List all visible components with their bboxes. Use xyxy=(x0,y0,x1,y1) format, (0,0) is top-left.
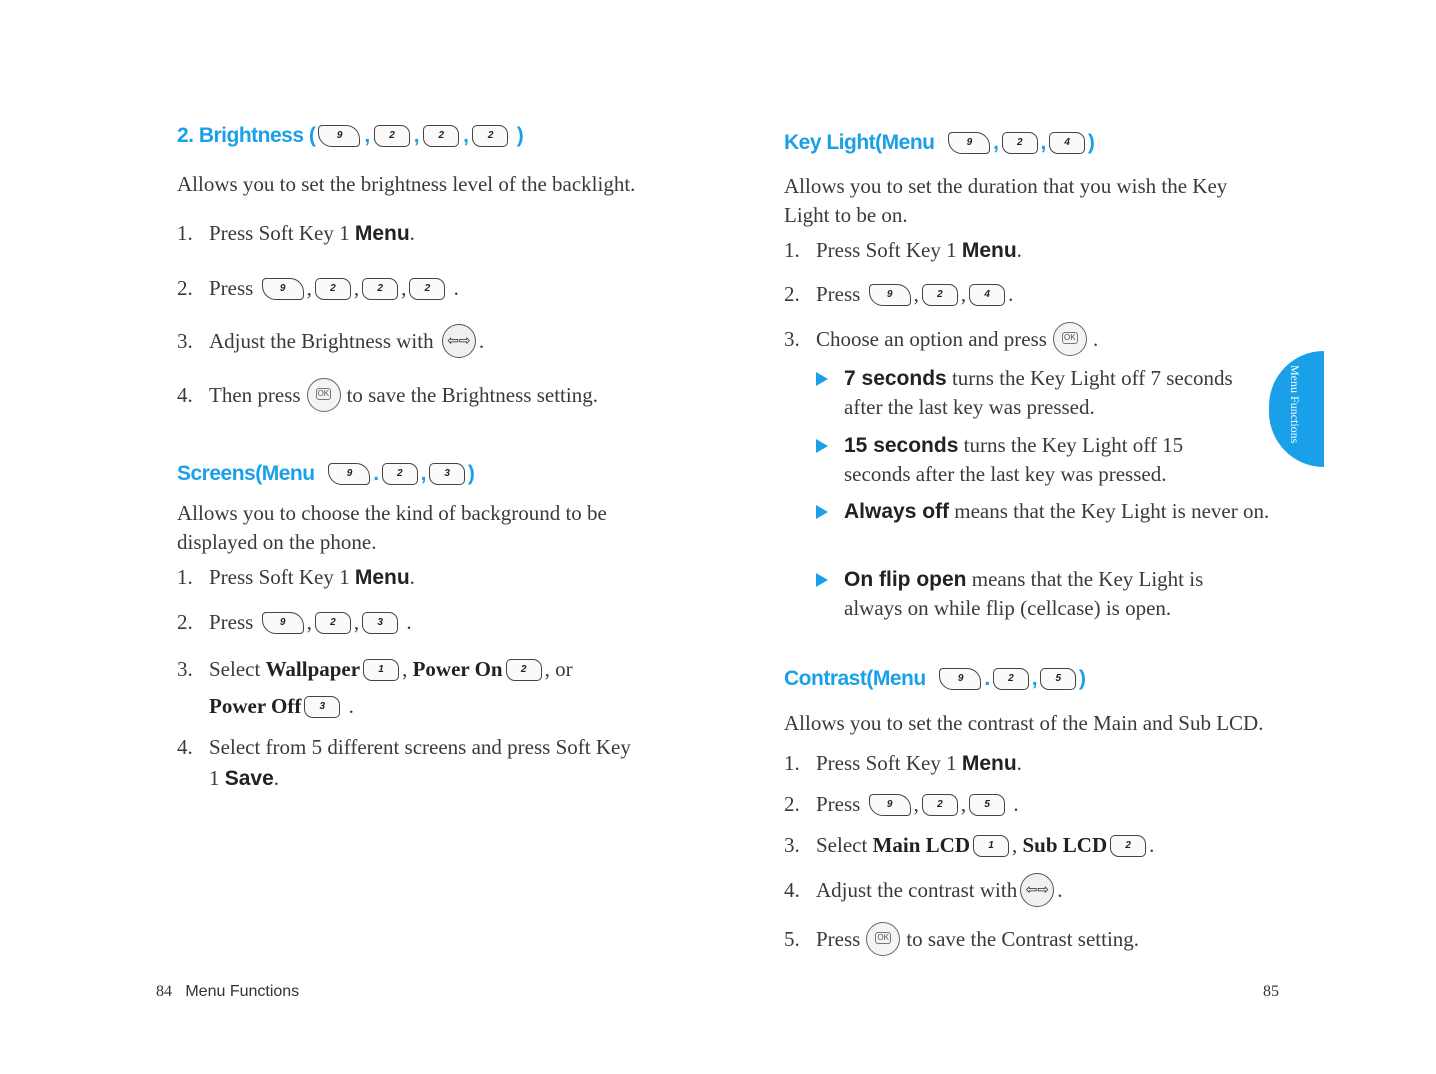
step-text: Press xyxy=(816,792,861,816)
screens-title: Screens(Menu xyxy=(177,462,315,485)
step-text: Press xyxy=(209,610,254,634)
step-text: Press xyxy=(816,282,861,306)
contrast-heading: Contrast(Menu 9 . 2 , 5 ) xyxy=(784,667,1086,690)
key-1-icon: 1 xyxy=(363,659,399,681)
page-number: 84 xyxy=(156,983,172,1000)
option-text: means that the Key Light is never on. xyxy=(954,499,1270,523)
contrast-step-4: 4. Adjust the contrast with ⇦⇨ . xyxy=(784,873,1062,907)
key-9-icon: 9 xyxy=(939,668,981,690)
save-label: Save xyxy=(224,766,274,790)
step-text: Adjust the contrast with xyxy=(816,877,1018,902)
step-text-after: to save the Brightness setting. xyxy=(346,382,598,407)
key-1-icon: 1 xyxy=(973,835,1009,857)
contrast-description: Allows you to set the contrast of the Main and Sub LCD. xyxy=(784,711,1264,735)
key-2-icon: 2 xyxy=(315,278,351,300)
key-2-icon: 2 xyxy=(382,463,418,485)
key-2-icon: 2 xyxy=(315,612,351,634)
screens-heading: Screens(Menu 9 . 2 , 3 ) xyxy=(177,462,475,485)
step-text-after: to save the Contrast setting. xyxy=(906,926,1140,951)
key-9-icon: 9 xyxy=(262,612,304,634)
contrast-step-1: 1. Press Soft Key 1 Menu . xyxy=(784,751,1022,775)
bullet-arrow-icon xyxy=(816,372,828,386)
step-number: 3. xyxy=(784,326,800,351)
key-9-icon: 9 xyxy=(262,278,304,300)
key-2-icon: 2 xyxy=(993,668,1029,690)
option-text: turns the Key Light off 7 seconds after the last key was pressed. xyxy=(844,366,1233,419)
brightness-heading: 2. Brightness ( 9 , 2 , 2 , 2 ) xyxy=(177,124,524,147)
step-number: 5. xyxy=(784,926,800,951)
step-number: 2. xyxy=(177,276,193,300)
step-number: 3. xyxy=(177,657,193,681)
step-number: 1. xyxy=(784,751,800,775)
brightness-step-3: 3. Adjust the Brightness with ⇦⇨ . xyxy=(177,324,484,358)
power-off-label: Power Off xyxy=(209,694,302,718)
step-text: Adjust the Brightness with xyxy=(209,328,434,353)
step-text: Select xyxy=(209,657,261,681)
main-lcd-label: Main LCD xyxy=(872,833,970,857)
step-text: Select from 5 different screens and press Soft Key xyxy=(209,735,631,759)
menu-label: Menu xyxy=(961,751,1017,775)
navigation-key-icon: ⇦⇨ xyxy=(442,324,476,358)
key-3-icon: 3 xyxy=(362,612,398,634)
power-on-label: Power On xyxy=(412,657,503,681)
key-9-icon: 9 xyxy=(869,284,911,306)
screens-step-4-cont: 1 Save . xyxy=(209,766,280,790)
key-2-icon: 2 xyxy=(1002,132,1038,154)
key-4-icon: 4 xyxy=(1049,132,1085,154)
key-3-icon: 3 xyxy=(429,463,465,485)
contrast-step-3: 3. Select Main LCD 1 , Sub LCD 2 . xyxy=(784,833,1155,857)
contrast-title: Contrast(Menu xyxy=(784,667,926,690)
option-label: 7 seconds xyxy=(844,367,947,390)
step-text: Press xyxy=(209,276,254,300)
key-2-icon: 2 xyxy=(362,278,398,300)
step-number: 2. xyxy=(784,792,800,816)
key-2-icon: 2 xyxy=(409,278,445,300)
step-text: Select xyxy=(816,833,868,857)
step-number: 1. xyxy=(177,565,193,589)
side-tab-label: Menu Functions xyxy=(1288,365,1302,444)
key-2-icon: 2 xyxy=(423,125,459,147)
screens-step-1: 1. Press Soft Key 1 Menu . xyxy=(177,565,415,589)
brightness-step-2: 2. Press 9 , 2 , 2 , 2 . xyxy=(177,276,459,300)
key-5-icon: 5 xyxy=(969,794,1005,816)
footer-section: Menu Functions xyxy=(185,983,300,1000)
step-text: Press Soft Key 1 xyxy=(209,565,350,589)
page-number: 85 xyxy=(1263,983,1279,1000)
key-2-icon: 2 xyxy=(374,125,410,147)
step-number: 2. xyxy=(784,282,800,306)
option-text: means that the Key Light is always on while flip (cellcase) is open. xyxy=(844,567,1204,620)
keylight-description: Allows you to set the duration that you wish the Key Light to be on. xyxy=(784,174,1228,227)
key-3-icon: 3 xyxy=(304,696,340,718)
screens-step-2: 2. Press 9 , 2 , 3 . xyxy=(177,610,412,634)
ok-key-icon xyxy=(307,378,341,412)
key-9-icon: 9 xyxy=(318,125,360,147)
key-2-icon: 2 xyxy=(922,794,958,816)
key-9-icon: 9 xyxy=(948,132,990,154)
step-number: 2. xyxy=(177,610,193,634)
key-2-icon: 2 xyxy=(922,284,958,306)
brightness-title: 2. Brightness ( xyxy=(177,124,316,147)
key-5-icon: 5 xyxy=(1040,668,1076,690)
option-label: On flip open xyxy=(844,568,967,591)
brightness-step-1: 1. Press Soft Key 1 Menu . xyxy=(177,221,415,245)
contrast-step-5 xyxy=(784,922,1139,956)
brightness-description: Allows you to set the brightness level of the backlight. xyxy=(177,172,636,196)
keylight-option-15s xyxy=(816,431,1244,489)
keylight-option-7s xyxy=(816,364,1274,422)
right-footer xyxy=(1263,983,1279,1001)
menu-label: Menu xyxy=(961,238,1017,262)
step-text: 1 xyxy=(209,766,220,790)
keylight-heading: Key Light(Menu 9 , 2 , 4 ) xyxy=(784,131,1095,154)
step-text: Then press xyxy=(209,382,301,407)
bullet-arrow-icon xyxy=(816,573,828,587)
left-footer xyxy=(156,983,299,1001)
bullet-arrow-icon xyxy=(816,439,828,453)
key-2-icon: 2 xyxy=(506,659,542,681)
or-text: , or xyxy=(544,657,573,681)
ok-key-icon xyxy=(866,922,900,956)
key-9-icon: 9 xyxy=(869,794,911,816)
key-4-icon: 4 xyxy=(969,284,1005,306)
brightness-step-4 xyxy=(177,378,598,412)
option-label: 15 seconds xyxy=(844,434,959,457)
step-number: 4. xyxy=(177,382,193,407)
navigation-key-icon: ⇦⇨ xyxy=(1020,873,1054,907)
key-2-icon: 2 xyxy=(1110,835,1146,857)
step-number: 4. xyxy=(784,877,800,902)
menu-label: Menu xyxy=(354,221,410,245)
sub-lcd-label: Sub LCD xyxy=(1022,833,1108,857)
key-2-icon: 2 xyxy=(472,125,508,147)
menu-label: Menu xyxy=(354,565,410,589)
option-label: Always off xyxy=(844,500,950,523)
screens-step-4 xyxy=(177,735,631,760)
screens-step-3-cont: Power Off 3 . xyxy=(209,694,354,718)
key-9-icon: 9 xyxy=(328,463,370,485)
step-number: 3. xyxy=(177,328,193,353)
step-number: 1. xyxy=(784,238,800,262)
keylight-step-3: 3. Choose an option and press OK . xyxy=(784,322,1098,356)
keylight-option-flip-open xyxy=(816,565,1244,623)
bullet-arrow-icon xyxy=(816,505,828,519)
step-text: Press Soft Key 1 xyxy=(209,221,350,245)
step-text: Choose an option and press xyxy=(816,326,1047,351)
step-number: 1. xyxy=(177,221,193,245)
step-text: Press xyxy=(816,926,861,951)
step-text: Press Soft Key 1 xyxy=(816,751,957,775)
option-text: turns the Key Light off 15 seconds after the last key was pressed. xyxy=(844,433,1184,486)
contrast-step-2: 2. Press 9 , 2 , 5 . xyxy=(784,792,1019,816)
keylight-option-always-off xyxy=(816,497,1280,526)
side-tab xyxy=(1269,351,1324,467)
wallpaper-label: Wallpaper xyxy=(265,657,361,681)
step-number: 3. xyxy=(784,833,800,857)
ok-key-icon xyxy=(1053,322,1087,356)
keylight-step-2: 2. Press 9 , 2 , 4 . xyxy=(784,282,1014,306)
step-number: 4. xyxy=(177,735,193,759)
keylight-step-1: 1. Press Soft Key 1 Menu . xyxy=(784,238,1022,262)
screens-description: Allows you to choose the kind of background to be displayed on the phone. xyxy=(177,501,607,554)
screens-step-3: 3. Select Wallpaper 1 , Power On 2 , or xyxy=(177,657,573,681)
keylight-title: Key Light(Menu xyxy=(784,131,935,154)
step-text: Press Soft Key 1 xyxy=(816,238,957,262)
